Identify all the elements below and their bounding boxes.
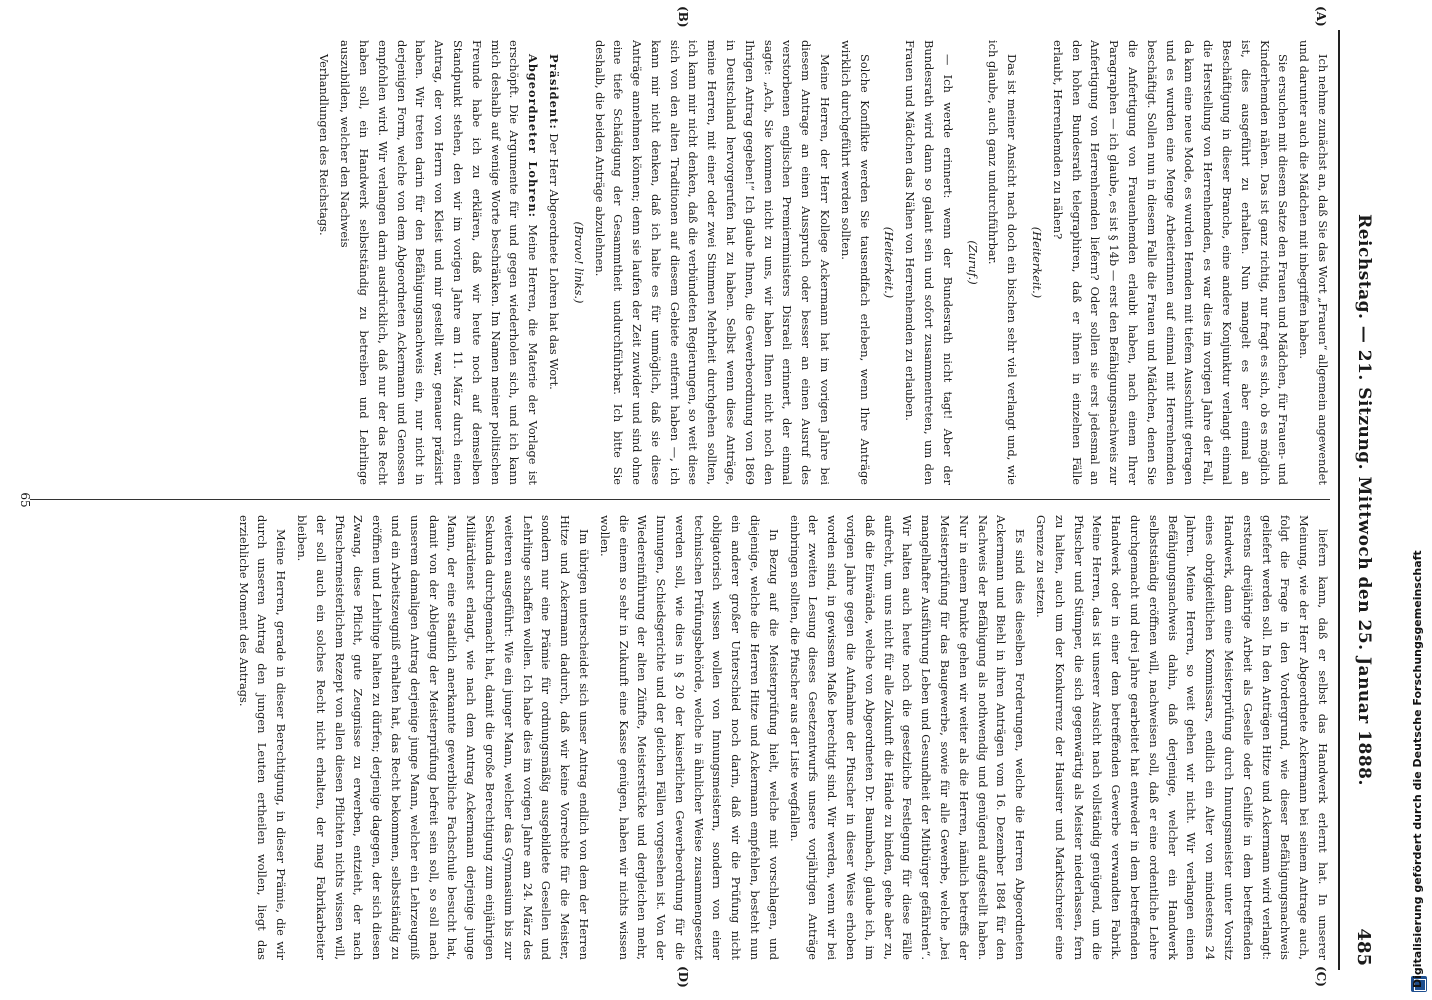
reaction-note: (Heiterkeit.) bbox=[1030, 226, 1045, 299]
paragraph: Sie ersuchen mit diesem Satze den Frauen und Mädchen, für Frauen- und Kinderhemden nähen. Das ist ganz richtig, nur fragt es sich, ob es möglich ist, dies ausgeführt zu erhalten. Nun mangelt es aber einmal an Beschäftigung in dieser Branche, eine andere Konjunktur verlangt einmal die Herstellung von Herrenhemden, es war dies im vorigen Jahre der Fall, da kam eine neue Mode, es wurden Hemden mit tiefem Ausschnitt getragen und es wurden eine Menge Arbeiterinnen auf einmal mit Herrenhemden beschäftigt. Sollen nun in diesem Falle die Frauen und Mädchen, denen Sie die Anfertigung von Frauenhemden erlaubt haben, nach einem Ihrer Paragraphen — ich glaube, es ist § 14b — erst den Befähigungsnachweis zur Anfertigung von Herrenhemden liefern? Oder sollen sie erst jedesmal an den hohen Bundesrath telegraphiren, daß er ihnen in einzelnen Fälle erlaubt, Herrenhemden zu nähen? bbox=[1050, 40, 1291, 485]
publication-note: Verhandlungen des Reichstags. bbox=[317, 54, 332, 236]
speaker-name: Präsident: bbox=[546, 54, 561, 130]
paragraph: Meine Herren, gerade in dieser Berechtigung, in dieser Prämie, die wir durch unseren Antrag den jungen Leuten ertheilen wollen, liegt das erziehliche Moment des Antrags. bbox=[236, 515, 289, 960]
paragraph: Solche Konflikte werden Sie tausendfach erleben, wenn Ihre Anträge wirklich durchgeführt werden sollten. bbox=[838, 40, 872, 485]
margin-letter-c: (C) bbox=[1314, 966, 1328, 987]
margin-letter-b: (B) bbox=[676, 6, 690, 28]
paragraph: Ich nehme zunächst an, daß Sie das Wort „Frauen“ allgemein angewendet und darunter auch die Mädchen mit inbegriffen haben. bbox=[1297, 40, 1330, 485]
page-header bbox=[1338, 30, 1380, 970]
column-divider bbox=[30, 499, 1330, 500]
paragraph: liefern kann, daß er selbst das Handwerk erlernt hat. In unserer Meinung, wie der Herr Abgeordnete Ackermann bei seinem Antrage auch, folgt die Frage in den Vordergrund, wie dieser Befähigungsnachweis geliefert werden soll. In den Anträgen Hitze und Ackermann wird verlangt: erstens dreijährige Arbeit als Geselle oder Gehilfe in dem betreffenden Handwerk, dann eine Meisterprüfung durch Innungsmeister unter Vorsitz eines obrigkeitlichen Kommissars, endlich ein Alter von mindestens 24 Jahren. Meine Herren, so weit gehen wir nicht. Wir verlangen einen Befähigungsnachweis dahin, daß derjenige, welcher ein Handwerk selbstständig eröffnen will, nachweisen soll, daß er eine ordentliche Lehre durchgemacht und drei Jahre gearbeitet hat entweder in dem betreffenden Handwerk oder in einer dem betreffenden Gewerbe verwandten Fabrik. Meine Herren, das ist unserer Ansicht nach vollständig genügend, um die Pfuscher und Stümper, die sich gegenwärtig als Meister niederlassen, fern zu halten, auch um der Konkurrenz der Hausirer und Marktschreier eine Grenze zu setzen. bbox=[1034, 515, 1330, 960]
president-statement bbox=[544, 40, 563, 485]
paragraph: Meine Herren, der Herr Kollege Ackermann hat im vorigen Jahre bei diesem Antrage an einen Ausspruch oder besser an einen Ausruf des verstorbenen englischen Premierministers Disraeli erinnert, der einmal sagte: „Ach, Sie kommen nicht zu uns, wir haben Ihnen nicht noch den Ihrigen Antrag gegeben!“ Ich glaube Ihnen, die Gewerbeordnung von 1869 in Deutschland hervorgerufen hat zu haben. Selbst wenn diese Anträge, meine Herren, mit einer oder zwei Stimmen Mehrheit durchgehen sollten, ich kann mir nicht denken, daß die verbündeten Regierungen, so weit diese sich von den alten Traditionen auf diesem Gebiete entfernt haben —, ich kann mir nicht denken, daß ich halte es für unmöglich, daß sie diese Anträge annehmen können; denn sie laufen der Zeit zuwider und sind ohne eine tiefe Schädigung der Gesammtheit undurchführbar. Ich bitte Sie deshalb, die beiden Anträge abzulehnen. bbox=[592, 40, 833, 485]
page-number: 485 bbox=[1353, 928, 1374, 966]
paragraph: Das ist meiner Ansicht nach doch ein bischen sehr viel verlangt und, wie ich glaube, auch ganz undurchführbar. bbox=[986, 40, 1020, 485]
digitization-credit: Digitalisierung gefördert durch die Deutsche Forschungsgemeinschaft bbox=[1411, 550, 1424, 988]
reaction-note: (Zuruf.) bbox=[965, 240, 980, 285]
speech-paragraph bbox=[335, 40, 542, 485]
paragraph: In Bezug auf die Meisterprüfung hielt, welche mit vorschlagen, und diejenige, welche die Herren Hitze und Ackermann empfehlen, besteht nun ein anderer großer Unterschied noch darin, daß wir die Prüfung nicht obligatorisch wissen wollen von Innungsmeistern, sondern von einer technischen Prüfungsbehörde, welche in ähnlicher Weise zusammengesetzt werden soll, wie dies in § 20 der kaiserlichen Gewerbeordnung für die Innungen, Schiedsgerichte und der gleichen Fällen vorgesehen ist. Von der Wiedereinführung der alten Zünfte, Meisterstücke und dergleichen mehr, die einem so sehr in Zukunft eine Kasse genügen, haben wir nichts wissen wollen. bbox=[597, 515, 781, 960]
left-column bbox=[42, 40, 1332, 485]
paragraph: Im übrigen unterscheidet sich unser Antrag endlich von dem der Herren Hitze und Ackermann dadurch, daß wir keine Vorrechte für die Meister, sondern nur eine Prämie für ordnungsmäßig ausgebildete Gesellen und Lehrlinge schaffen wollen. Ich habe dies im vorigen Jahre am 24. März des weiteren ausgeführt: Wie ein junger Mann, welcher das Gymnasium bis zur Sekunda durchgemacht hat, damit die große Berechtigung zum einjährigen Militärdienst erlangt, wie nach dem Antrag Ackermann derjenige junge Mann, der eine staatlich anerkannte gewerbliche Fachschule besucht hat, damit von der Ablegung der Meisterprüfung befreit sein soll, so soll nach unserem damaligen Antrag derjenige junge Mann, welcher ein Lehrzeugniß und ein Arbeitszeugniß erhalten hat, das Recht bekommen, selbstständig zu eröffnen und Lehrlinge halten zu dürfen; derjenige dagegen, der sich diesen Zwang, diese Pflicht, gute Zeugnisse zu erwerben, entzieht, der nach Pfuschermeisterlichem Rezept von allen diesen Pflichten nichts wissen will, der soll auch ein solches Recht nicht erhalten, der mag Fabrikarbeiter bleiben. bbox=[294, 515, 591, 960]
reaction-note: (Heiterkeit.) bbox=[882, 226, 897, 299]
running-title: Reichstag. — 21. Sitzung. Mittwoch den 25. Januar 1888. bbox=[1354, 214, 1374, 786]
paragraph: — Ich werde erinnert: wenn der Bundesrath nicht tagt! Aber der Bundesrath wird dann so galant sein und sofort zusammentreten, um den Frauen und Mädchen das Nähen von Herrenhemden zu erlauben. bbox=[903, 40, 955, 485]
speaker-name: Abgeordneter Lohren: bbox=[526, 54, 541, 218]
speech-text: Der Herr Abgeordnete Lohren hat das Wort. bbox=[546, 133, 561, 390]
right-column bbox=[42, 515, 1332, 960]
digitization-credit-strip bbox=[1408, 0, 1432, 1000]
sheet-number: 65 bbox=[18, 492, 32, 508]
speech-text: Meine Herren, die Materie der Vorlage ist erschöpft. Die Argumente für und gegen wiederholen sich, und ich kann mich deshalb auf wenige Worte beschränken. Im Namen meiner politischen Freunde habe ich zu erklären, daß wir heute noch auf demselben Standpunkt stehen, den wir im vorigen Jahre am 11. März durch einen Antrag, der von Herrn von Kleist und mir gestellt war, genauer präzisirt haben. Wir treten darin für den Befähigungsnachweis ein, nur nicht in derjenigen Form, welche von dem Abgeordneten Ackermann und Genossen empfohlen wird. Wir verlangen darin ausdrücklich, daß nur der das Recht haben soll, ein Handwerk selbstständig zu betreiben und Lehrlinge auszubilden, welcher den Nachweis bbox=[338, 40, 541, 485]
paragraph: Es sind dies dieselben Forderungen, welche die Herren Abgeordneten Ackermann und Biehl in ihren Anträgen vom 16. Dezember 1884 für den Nachweis der Befähigung als nothwendig und genügend aufgestellt haben. Nur in einem Punkte gehen wir weiter als die Herren, nämlich betreffs der Meisterprüfung für das Baugewerbe, sowie für alle Gewerbe, welche „bei mangelhafter Ausführung Leben und Gesundheit der Mitbürger gefährden“. Wir halten auch heute noch die gesetzliche Festlegung für diese Fälle aufrecht, um uns nicht für alle Zukunft die Hände zu binden, gehe aber zu, daß die Einwände, welche von Abgeordneten Dr. Baumbach, glaube ich, im vorigen Jahre gegen die Aufnahme der Pfuscher in dieser Weise erhoben worden sind, in gewissem Maße berechtigt sind. Wir werden, wenn wir bei der zweiten Lesung dieses Gesetzentwurfs unsere vorjährigen Anträge einbringen sollten, die Pfuscher aus der Liste wegfallen. bbox=[787, 515, 1028, 960]
margin-letter-d: (D) bbox=[676, 966, 690, 988]
margin-letter-a: (A) bbox=[1314, 6, 1328, 27]
reaction-note: (Bravo! links.) bbox=[571, 221, 586, 304]
